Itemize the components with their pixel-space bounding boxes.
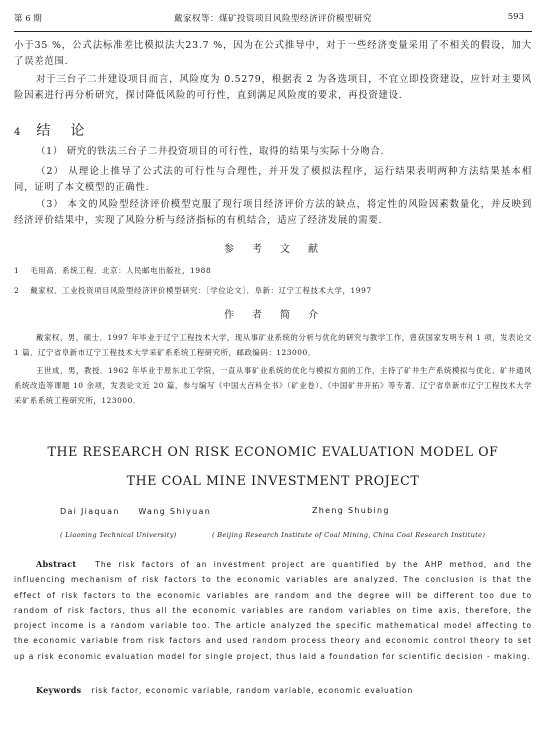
references-heading: 参 考 文 献 bbox=[224, 244, 322, 255]
english-keywords bbox=[36, 685, 532, 695]
page-number: 593 bbox=[507, 12, 524, 22]
conclusion-item-3: （3） 本文的风险型经济评价模型克服了现行项目经济评价方法的缺点，将定性的风险因素数量化，并反映到经济评价结果中，实现了风险分析与经济指标的有机结合，适应了经济发展的需要. bbox=[14, 199, 532, 226]
running-title: 戴家权等：煤矿投资项目风险型经济评价模型研究 bbox=[173, 14, 372, 24]
author-bio-heading: 作 者 简 介 bbox=[224, 310, 322, 321]
header-rule bbox=[14, 31, 532, 32]
author-bio-2: 王世成，男，教授．1962 年毕业于原东北工学院，一直从事矿业系统的优化与模拟方面的工作，主持了矿井生产系统模拟与优化、矿井通风系统改造等课题 10 余项，发表论文近 20 篇，参与编写《中国大百科全书》（矿业卷）、《中国矿井开拓》等专著．辽宁省阜新市辽宁工程技术大学采矿系系统工程研究所，123000． bbox=[14, 366, 532, 405]
section-heading-conclusion bbox=[14, 120, 87, 140]
paragraph-risk-degree: 对于三台子二井建设项目而言，风险度为 0.5279，根据表 2 为各选项目，不宜立即投资建设，应针对主要风险因素进行再分析研究，探讨降低风险的可行性，直到满足风险度的要求，再投资建设. bbox=[14, 74, 532, 101]
running-header bbox=[14, 8, 532, 28]
abstract-text: The risk factors of an investment project are quantified by the AHP method, and the influencing mechanism of risk factors to the economic variables are analyzed. The conclusion is that the effect of risk factors to the economic variables are random and the degree will be different too due to random of risk factors, thus all the economic variables are random variables on time axis, therefore, the project income is a random variable too. The article analyzed the specific mathematical model affecting to the economic variable from risk factors and used random process theory and economic control theory to set up a risk economic evaluation model for single project, thus laid a foundation for scientific decision - making. bbox=[14, 560, 532, 661]
english-title-line-1: THE RESEARCH ON RISK ECONOMIC EVALUATION MODEL OF bbox=[47, 444, 499, 459]
reference-1: 1 毛用高．系统工程．北京：人民邮电出版社，1988 bbox=[14, 266, 212, 275]
keywords-text: risk factor, economic variable, random variable, economic evaluation bbox=[91, 686, 414, 695]
english-authors-right: Zheng Shubing bbox=[312, 506, 390, 515]
affiliation-right: ( Beijing Research Institute of Coal Mining, China Coal Research Institute) bbox=[212, 531, 486, 539]
conclusion-item-1: （1） 研究的铁法三台子二井投资项目的可行性，取得的结果与实际十分吻合. bbox=[36, 146, 385, 157]
section-title: 结 论 bbox=[36, 123, 88, 139]
issue-number: 第 6 期 bbox=[14, 14, 42, 24]
author-bio-1: 戴家权，男，硕士．1997 年毕业于辽宁工程技术大学，现从事矿业系统的分析与优化的研究与教学工作，曾获国家发明专利 1 项，发表论文 1 篇．辽宁省阜新市辽宁工程技术大学采矿系系统工程研究所，邮政编码：123000． bbox=[14, 333, 532, 357]
english-authors-left: Dai Jiaquan Wang Shiyuan bbox=[60, 507, 212, 516]
english-title-line-2: THE COAL MINE INVESTMENT PROJECT bbox=[126, 473, 420, 488]
paragraph-continued: 小于35 %，公式法标准差比模拟法大23.7 %，因为在公式推导中，对于一些经济变量采用了不相关的假设，加大了误差范围. bbox=[14, 40, 532, 67]
english-abstract bbox=[14, 557, 532, 664]
conclusion-item-2: （2） 从理论上推导了公式法的可行性与合理性，并开发了模拟法程序，运行结果表明两种方法结果基本相同，证明了本文模型的正确性. bbox=[14, 166, 532, 193]
affiliation-left: ( Liaoning Technical University) bbox=[60, 531, 177, 539]
abstract-label: Abstract bbox=[36, 559, 77, 569]
reference-2: 2 戴家权．工业投资项目风险型经济评价模型研究：［学位论文］．阜新：辽宁工程技术大学，1997 bbox=[14, 286, 372, 295]
keywords-label: Keywords bbox=[36, 685, 82, 695]
section-number: 4 bbox=[14, 127, 21, 138]
